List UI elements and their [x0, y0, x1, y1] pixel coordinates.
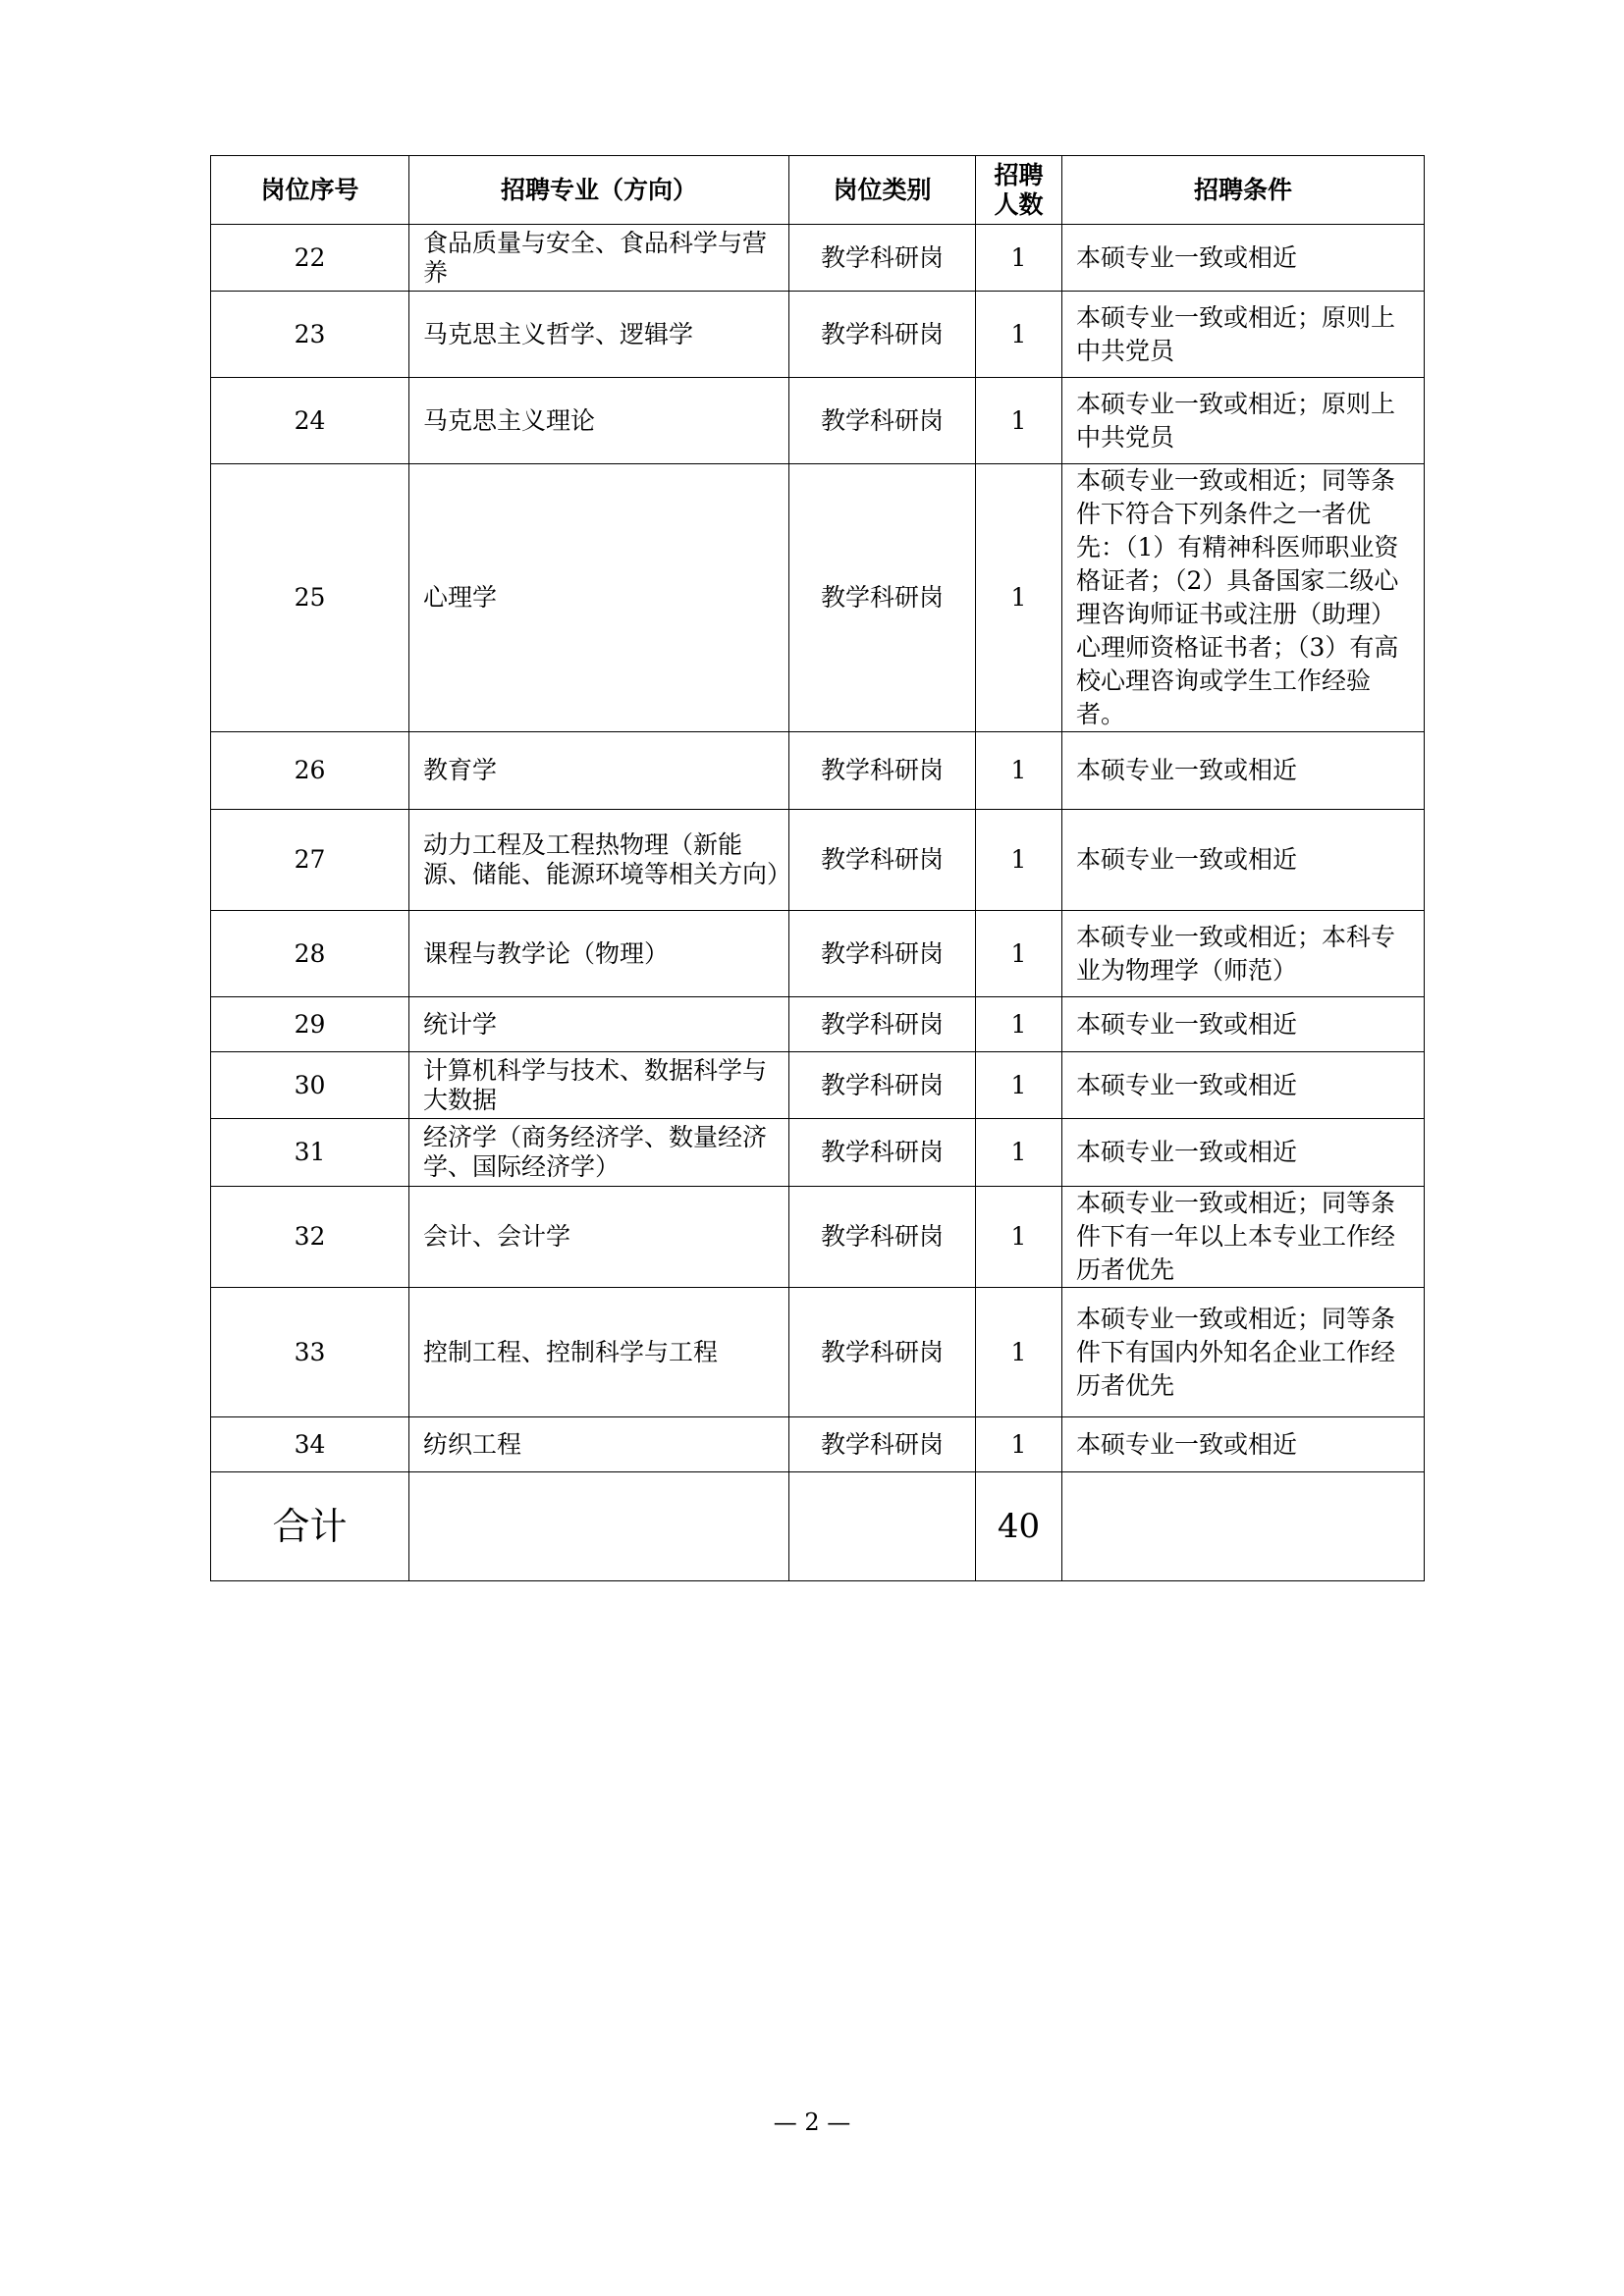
table-row: [211, 997, 1425, 1052]
conditions-cell: 本硕专业一致或相近；原则上中共党员: [1062, 292, 1425, 378]
position-number-cell: 31: [211, 1119, 409, 1187]
count-cell: 1: [976, 997, 1062, 1052]
table-row: [211, 1288, 1425, 1417]
major-cell: 课程与教学论（物理）: [409, 911, 789, 997]
major-cell: 马克思主义哲学、逻辑学: [409, 292, 789, 378]
major-cell: 纺织工程: [409, 1417, 789, 1472]
header-major: 招聘专业（方向）: [409, 156, 789, 225]
conditions-cell: 本硕专业一致或相近: [1062, 225, 1425, 292]
position-number-cell: 25: [211, 464, 409, 732]
major-cell: 计算机科学与技术、数据科学与大数据: [409, 1052, 789, 1119]
count-cell: 1: [976, 810, 1062, 911]
position-number-cell: 27: [211, 810, 409, 911]
conditions-cell: 本硕专业一致或相近；同等条件下有一年以上本专业工作经历者优先: [1062, 1187, 1425, 1288]
table-row: [211, 911, 1425, 997]
table-row: [211, 1052, 1425, 1119]
header-position-number: 岗位序号: [211, 156, 409, 225]
category-cell: 教学科研岗: [789, 911, 976, 997]
category-cell: 教学科研岗: [789, 1187, 976, 1288]
position-number-cell: 23: [211, 292, 409, 378]
total-row: [211, 1472, 1425, 1581]
major-cell: 统计学: [409, 997, 789, 1052]
category-cell: 教学科研岗: [789, 464, 976, 732]
category-cell: 教学科研岗: [789, 732, 976, 810]
table-row: [211, 464, 1425, 732]
header-row: [211, 156, 1425, 225]
category-cell: 教学科研岗: [789, 292, 976, 378]
category-cell: 教学科研岗: [789, 378, 976, 464]
count-cell: 1: [976, 1052, 1062, 1119]
major-cell: 经济学（商务经济学、数量经济学、国际经济学）: [409, 1119, 789, 1187]
category-cell: 教学科研岗: [789, 1417, 976, 1472]
position-number-cell: 32: [211, 1187, 409, 1288]
major-cell: 会计、会计学: [409, 1187, 789, 1288]
header-count: 招聘人数: [976, 156, 1062, 225]
recruitment-table: [210, 155, 1425, 1581]
conditions-cell: 本硕专业一致或相近: [1062, 1119, 1425, 1187]
category-cell: 教学科研岗: [789, 810, 976, 911]
position-number-cell: 33: [211, 1288, 409, 1417]
table-row: [211, 732, 1425, 810]
conditions-cell: 本硕专业一致或相近；原则上中共党员: [1062, 378, 1425, 464]
count-cell: 1: [976, 1187, 1062, 1288]
total-count: 40: [976, 1472, 1062, 1581]
table-row: [211, 1187, 1425, 1288]
major-cell: 控制工程、控制科学与工程: [409, 1288, 789, 1417]
position-number-cell: 24: [211, 378, 409, 464]
total-label: 合计: [211, 1472, 409, 1581]
position-number-cell: 28: [211, 911, 409, 997]
page-number: — 2 —: [773, 2109, 851, 2136]
table-row: [211, 810, 1425, 911]
conditions-cell: 本硕专业一致或相近；同等条件下有国内外知名企业工作经历者优先: [1062, 1288, 1425, 1417]
category-cell: 教学科研岗: [789, 1119, 976, 1187]
table-row: [211, 225, 1425, 292]
total-empty-major: [409, 1472, 789, 1581]
header-category: 岗位类别: [789, 156, 976, 225]
count-cell: 1: [976, 1288, 1062, 1417]
count-cell: 1: [976, 225, 1062, 292]
category-cell: 教学科研岗: [789, 225, 976, 292]
major-cell: 马克思主义理论: [409, 378, 789, 464]
conditions-cell: 本硕专业一致或相近: [1062, 1052, 1425, 1119]
table-row: [211, 1417, 1425, 1472]
category-cell: 教学科研岗: [789, 1052, 976, 1119]
position-number-cell: 22: [211, 225, 409, 292]
major-cell: 教育学: [409, 732, 789, 810]
count-cell: 1: [976, 464, 1062, 732]
count-cell: 1: [976, 378, 1062, 464]
position-number-cell: 29: [211, 997, 409, 1052]
major-cell: 心理学: [409, 464, 789, 732]
conditions-cell: 本硕专业一致或相近: [1062, 997, 1425, 1052]
category-cell: 教学科研岗: [789, 1288, 976, 1417]
total-empty-category: [789, 1472, 976, 1581]
conditions-cell: 本硕专业一致或相近；同等条件下符合下列条件之一者优先：（1）有精神科医师职业资格证者；（2）具备国家二级心理咨询师证书或注册（助理）心理师资格证书者；（3）有高校心理咨询或学生工作经验者。: [1062, 464, 1425, 732]
total-empty-conditions: [1062, 1472, 1425, 1581]
count-cell: 1: [976, 911, 1062, 997]
conditions-cell: 本硕专业一致或相近: [1062, 732, 1425, 810]
table-row: [211, 378, 1425, 464]
count-cell: 1: [976, 1119, 1062, 1187]
count-cell: 1: [976, 732, 1062, 810]
conditions-cell: 本硕专业一致或相近: [1062, 810, 1425, 911]
count-cell: 1: [976, 292, 1062, 378]
major-cell: 动力工程及工程热物理（新能源、储能、能源环境等相关方向）: [409, 810, 789, 911]
count-cell: 1: [976, 1417, 1062, 1472]
table-row: [211, 1119, 1425, 1187]
position-number-cell: 34: [211, 1417, 409, 1472]
table-row: [211, 292, 1425, 378]
position-number-cell: 30: [211, 1052, 409, 1119]
conditions-cell: 本硕专业一致或相近；本科专业为物理学（师范）: [1062, 911, 1425, 997]
position-number-cell: 26: [211, 732, 409, 810]
major-cell: 食品质量与安全、食品科学与营养: [409, 225, 789, 292]
header-conditions: 招聘条件: [1062, 156, 1425, 225]
conditions-cell: 本硕专业一致或相近: [1062, 1417, 1425, 1472]
category-cell: 教学科研岗: [789, 997, 976, 1052]
